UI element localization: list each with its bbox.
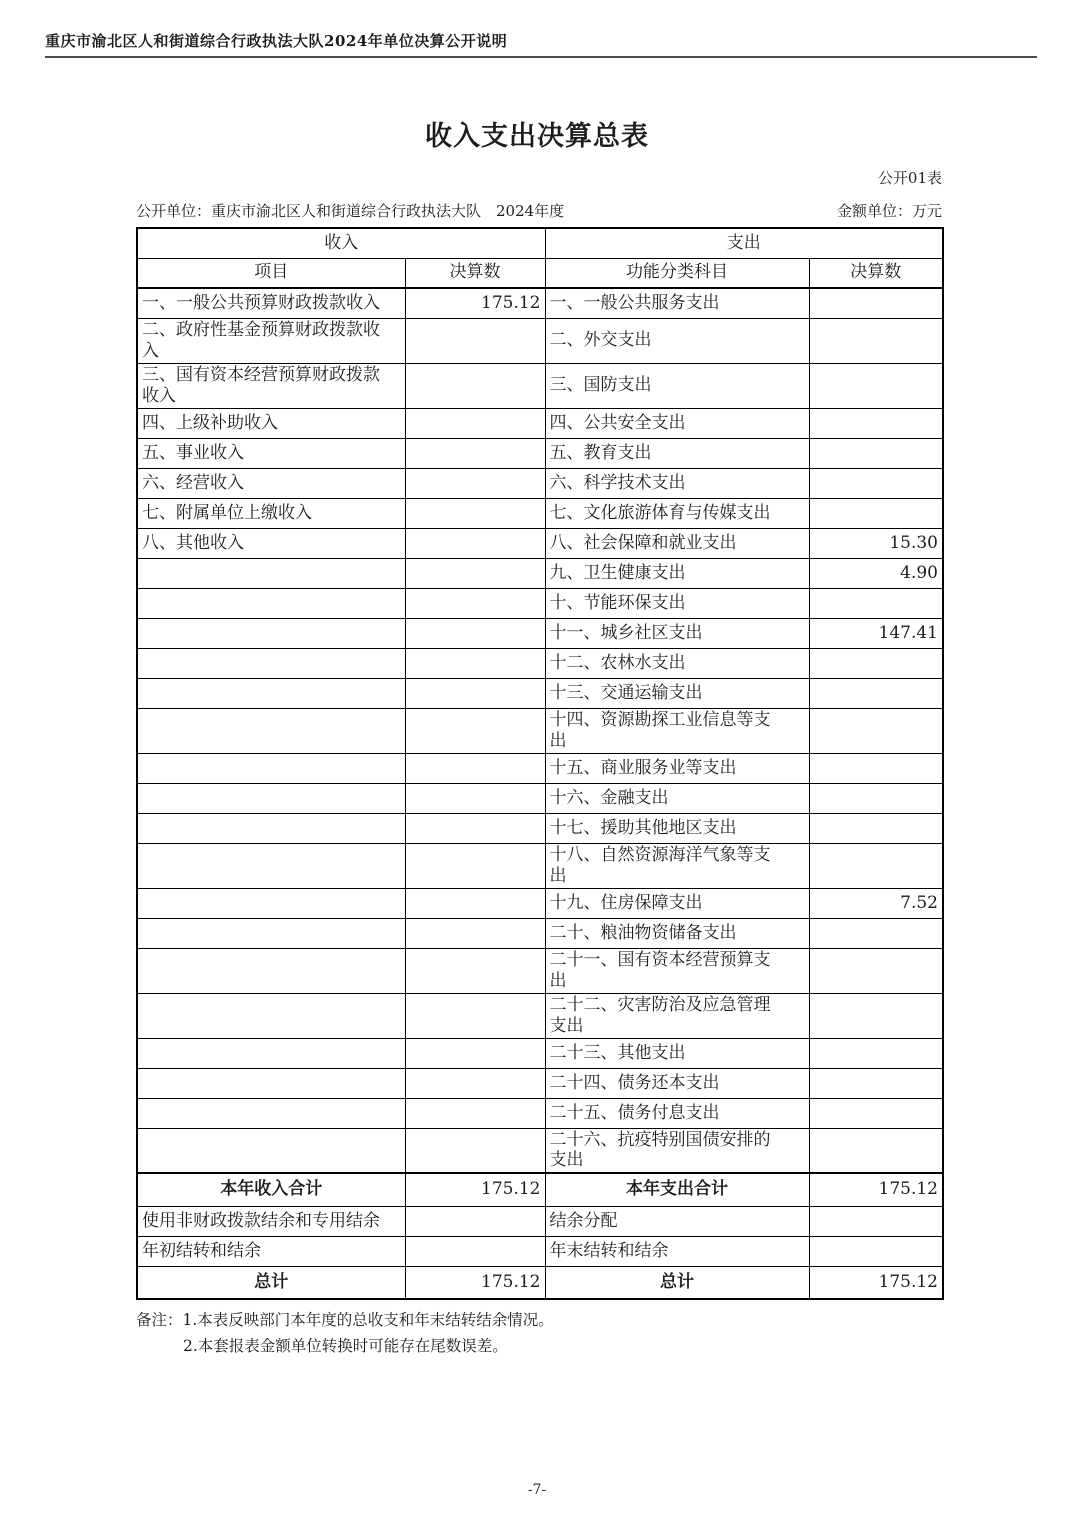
table-head xyxy=(137,228,943,288)
income-item-cell xyxy=(137,888,405,918)
table-row xyxy=(137,813,943,843)
table-row xyxy=(137,993,943,1038)
income-value-cell xyxy=(405,1128,545,1173)
expense-value-cell: 175.12 xyxy=(809,1173,943,1206)
income-value-cell xyxy=(405,648,545,678)
income-item-cell xyxy=(137,1068,405,1098)
income-value-cell xyxy=(405,588,545,618)
income-value-cell xyxy=(405,408,545,438)
income-item-cell: 七、附属单位上缴收入 xyxy=(137,498,405,528)
expense-item-cell: 年末结转和结余 xyxy=(545,1236,809,1266)
column-header-row xyxy=(137,258,943,288)
income-value-cell xyxy=(405,1236,545,1266)
income-value-cell xyxy=(405,993,545,1038)
table-row xyxy=(137,498,943,528)
income-value-cell xyxy=(405,363,545,408)
expense-value-cell: 147.41 xyxy=(809,618,943,648)
expense-value-cell xyxy=(809,918,943,948)
expense-value-cell xyxy=(809,843,943,888)
income-item-cell xyxy=(137,753,405,783)
table-row xyxy=(137,888,943,918)
col-header-expense-item: 功能分类科目 xyxy=(545,258,809,288)
expense-item-cell: 本年支出合计 xyxy=(545,1173,809,1206)
income-item-cell xyxy=(137,813,405,843)
table-row xyxy=(137,558,943,588)
table-row xyxy=(137,288,943,318)
amount-unit-label: 金额单位：万元 xyxy=(836,202,942,220)
income-item-cell: 六、经营收入 xyxy=(137,468,405,498)
group-header-row xyxy=(137,228,943,258)
income-value-cell xyxy=(405,708,545,753)
expense-value-cell xyxy=(809,1128,943,1173)
expense-value-cell: 4.90 xyxy=(809,558,943,588)
income-value-cell: 175.12 xyxy=(405,288,545,318)
expense-item-cell: 二十三、其他支出 xyxy=(545,1038,809,1068)
page-number: -7- xyxy=(527,1482,547,1498)
expense-item-cell: 十六、金融支出 xyxy=(545,783,809,813)
expense-item-cell: 十九、住房保障支出 xyxy=(545,888,809,918)
table-row xyxy=(137,783,943,813)
table-row xyxy=(137,708,943,753)
document-topbar xyxy=(0,0,1074,58)
income-item-cell xyxy=(137,678,405,708)
income-value-cell xyxy=(405,1206,545,1236)
expense-item-cell: 一、一般公共服务支出 xyxy=(545,288,809,318)
income-item-cell xyxy=(137,648,405,678)
expense-value-cell xyxy=(809,1098,943,1128)
expense-item-cell: 二十五、债务付息支出 xyxy=(545,1098,809,1128)
income-value-cell: 175.12 xyxy=(405,1173,545,1206)
expense-item-cell: 十、节能环保支出 xyxy=(545,588,809,618)
expense-value-cell: 175.12 xyxy=(809,1266,943,1299)
table-row xyxy=(137,678,943,708)
expense-item-cell: 十五、商业服务业等支出 xyxy=(545,753,809,783)
table-row xyxy=(137,588,943,618)
income-value-cell xyxy=(405,1098,545,1128)
page-title: 收入支出决算总表 xyxy=(425,121,649,152)
table-row xyxy=(137,753,943,783)
expense-item-cell: 十七、援助其他地区支出 xyxy=(545,813,809,843)
income-item-cell xyxy=(137,843,405,888)
expense-item-cell: 十八、自然资源海洋气象等支 出 xyxy=(545,843,809,888)
group-header-income: 收入 xyxy=(137,228,545,258)
income-value-cell xyxy=(405,678,545,708)
income-item-cell xyxy=(137,618,405,648)
expense-item-cell: 十一、城乡社区支出 xyxy=(545,618,809,648)
expense-value-cell xyxy=(809,753,943,783)
expense-value-cell xyxy=(809,498,943,528)
table-row xyxy=(137,618,943,648)
income-item-cell: 一、一般公共预算财政拨款收入 xyxy=(137,288,405,318)
income-item-cell: 五、事业收入 xyxy=(137,438,405,468)
income-item-cell xyxy=(137,1098,405,1128)
income-item-cell: 使用非财政拨款结余和专用结余 xyxy=(137,1206,405,1236)
table-row xyxy=(137,1128,943,1173)
income-value-cell xyxy=(405,783,545,813)
expense-item-cell: 五、教育支出 xyxy=(545,438,809,468)
col-header-expense-value: 决算数 xyxy=(809,258,943,288)
disclosure-unit-label: 公开单位：重庆市渝北区人和街道综合行政执法大队 2024年度 xyxy=(136,202,565,220)
expense-value-cell xyxy=(809,648,943,678)
income-value-cell xyxy=(405,948,545,993)
expense-item-cell: 总计 xyxy=(545,1266,809,1299)
table-row xyxy=(137,1098,943,1128)
income-item-cell: 三、国有资本经营预算财政拨款 收入 xyxy=(137,363,405,408)
table-row xyxy=(137,318,943,363)
document-content xyxy=(136,167,942,1359)
expense-item-cell: 二、外交支出 xyxy=(545,318,809,363)
note-line-1: 备注：1.本表反映部门本年度的总收支和年末结转结余情况。 xyxy=(136,1311,554,1329)
expense-value-cell: 7.52 xyxy=(809,888,943,918)
income-value-cell xyxy=(405,813,545,843)
expense-value-cell xyxy=(809,678,943,708)
expense-item-cell: 结余分配 xyxy=(545,1206,809,1236)
summary-row xyxy=(137,1173,943,1206)
income-item-cell xyxy=(137,558,405,588)
note-line-2: 2.本套报表金额单位转换时可能存在尾数误差。 xyxy=(183,1337,508,1356)
expense-value-cell xyxy=(809,438,943,468)
income-value-cell xyxy=(405,753,545,783)
col-header-income-value: 决算数 xyxy=(405,258,545,288)
income-value-cell xyxy=(405,918,545,948)
income-item-cell: 总计 xyxy=(137,1266,405,1299)
income-item-cell: 二、政府性基金预算财政拨款收 入 xyxy=(137,318,405,363)
expense-value-cell xyxy=(809,1236,943,1266)
expense-item-cell: 二十、粮油物资储备支出 xyxy=(545,918,809,948)
table-row xyxy=(137,528,943,558)
income-value-cell xyxy=(405,528,545,558)
expense-value-cell xyxy=(809,948,943,993)
expense-item-cell: 九、卫生健康支出 xyxy=(545,558,809,588)
expense-item-cell: 十四、资源勘探工业信息等支 出 xyxy=(545,708,809,753)
table-row xyxy=(137,1068,943,1098)
expense-item-cell: 七、文化旅游体育与传媒支出 xyxy=(545,498,809,528)
budget-table xyxy=(136,227,944,1300)
table-row xyxy=(137,1038,943,1068)
expense-item-cell: 二十二、灾害防治及应急管理 支出 xyxy=(545,993,809,1038)
income-value-cell xyxy=(405,843,545,888)
expense-value-cell xyxy=(809,783,943,813)
table-row xyxy=(137,648,943,678)
table-code-label: 公开01表 xyxy=(877,169,942,187)
income-item-cell xyxy=(137,948,405,993)
income-item-cell xyxy=(137,708,405,753)
expense-item-cell: 十三、交通运输支出 xyxy=(545,678,809,708)
expense-value-cell xyxy=(809,468,943,498)
col-header-income-item: 项目 xyxy=(137,258,405,288)
expense-item-cell: 十二、农林水支出 xyxy=(545,648,809,678)
unit-line xyxy=(136,200,942,221)
expense-value-cell xyxy=(809,288,943,318)
expense-item-cell: 八、社会保障和就业支出 xyxy=(545,528,809,558)
table-row xyxy=(137,843,943,888)
summary-row xyxy=(137,1266,943,1299)
summary-row xyxy=(137,1206,943,1236)
expense-value-cell xyxy=(809,318,943,363)
expense-item-cell: 四、公共安全支出 xyxy=(545,408,809,438)
document-header: 重庆市渝北区人和街道综合行政执法大队2024年单位决算公开说明 xyxy=(45,32,508,50)
table-row xyxy=(137,918,943,948)
income-item-cell: 本年收入合计 xyxy=(137,1173,405,1206)
income-item-cell xyxy=(137,783,405,813)
income-item-cell xyxy=(137,993,405,1038)
expense-value-cell xyxy=(809,708,943,753)
table-row xyxy=(137,408,943,438)
income-value-cell xyxy=(405,318,545,363)
expense-value-cell xyxy=(809,1038,943,1068)
expense-value-cell xyxy=(809,363,943,408)
income-item-cell: 八、其他收入 xyxy=(137,528,405,558)
expense-value-cell xyxy=(809,588,943,618)
expense-item-cell: 二十一、国有资本经营预算支 出 xyxy=(545,948,809,993)
header-rule xyxy=(45,56,1037,58)
income-item-cell xyxy=(137,1128,405,1173)
income-value-cell xyxy=(405,558,545,588)
income-item-cell xyxy=(137,588,405,618)
income-value-cell xyxy=(405,1068,545,1098)
notes xyxy=(136,1307,942,1359)
group-header-expense: 支出 xyxy=(545,228,943,258)
summary-row xyxy=(137,1236,943,1266)
income-item-cell: 四、上级补助收入 xyxy=(137,408,405,438)
expense-value-cell xyxy=(809,813,943,843)
table-row xyxy=(137,438,943,468)
table-row xyxy=(137,468,943,498)
table-row xyxy=(137,948,943,993)
expense-value-cell xyxy=(809,993,943,1038)
income-value-cell xyxy=(405,888,545,918)
expense-item-cell: 二十六、抗疫特别国债安排的 支出 xyxy=(545,1128,809,1173)
expense-item-cell: 六、科学技术支出 xyxy=(545,468,809,498)
income-item-cell xyxy=(137,1038,405,1068)
income-value-cell xyxy=(405,618,545,648)
income-value-cell xyxy=(405,1038,545,1068)
income-value-cell xyxy=(405,438,545,468)
income-item-cell xyxy=(137,918,405,948)
expense-value-cell: 15.30 xyxy=(809,528,943,558)
income-value-cell xyxy=(405,498,545,528)
income-value-cell xyxy=(405,468,545,498)
expense-value-cell xyxy=(809,408,943,438)
table-row xyxy=(137,363,943,408)
expense-item-cell: 二十四、债务还本支出 xyxy=(545,1068,809,1098)
income-value-cell: 175.12 xyxy=(405,1266,545,1299)
expense-item-cell: 三、国防支出 xyxy=(545,363,809,408)
income-item-cell: 年初结转和结余 xyxy=(137,1236,405,1266)
table-body xyxy=(137,288,943,1299)
expense-value-cell xyxy=(809,1206,943,1236)
expense-value-cell xyxy=(809,1068,943,1098)
